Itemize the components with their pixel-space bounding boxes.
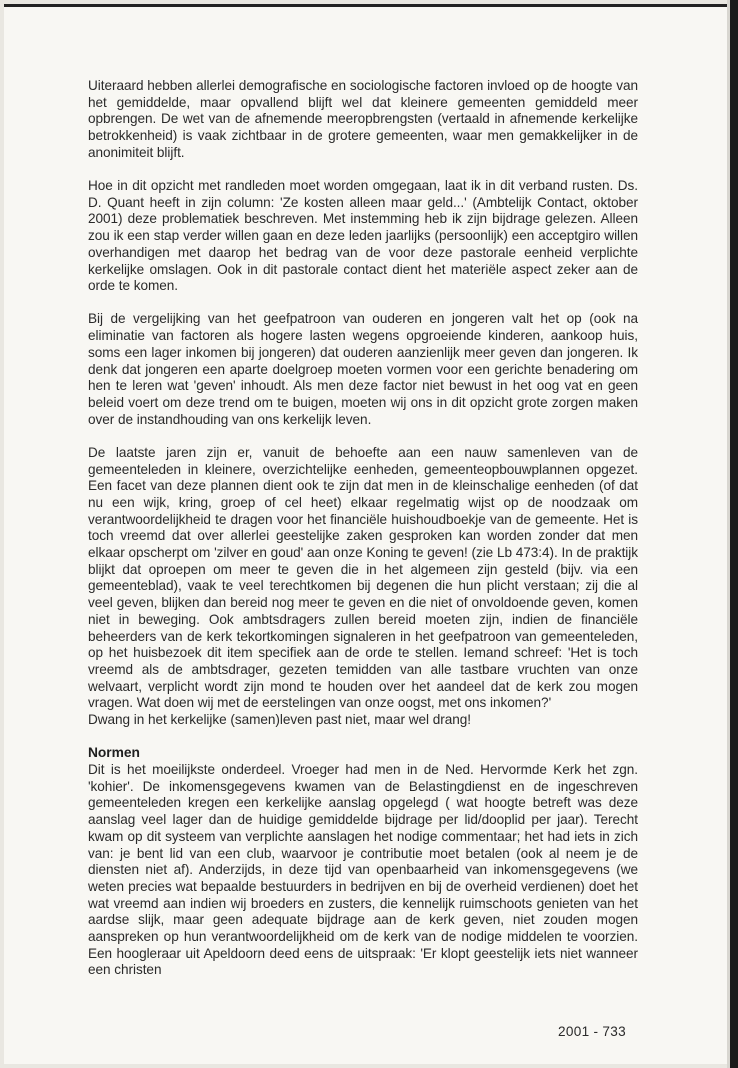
page-number: 2001 - 733 bbox=[558, 1024, 627, 1039]
article-body bbox=[88, 78, 638, 996]
section-heading-normen: Normen bbox=[88, 745, 140, 761]
scan-border bbox=[730, 0, 738, 1068]
paragraph-randleden: Hoe in dit opzicht met randleden moet worden omgegaan, laat ik in dit verband rusten. Ds. D. Quant heeft in zijn column: 'Ze kosten alleen maar geld...' (Ambtelijk Contact, oktober 2001) deze problematiek beschreven. Met instemming heb ik zijn bijdrage gelezen. Alleen zou ik een stap verder willen gaan en deze leden jaarlijks (persoonlijk) een acceptgiro willen overhandigen met daarop het bedrag van de voor deze pastorale eenheid verplichte kerkelijke omslagen. Ook in dit pastorale contact dient het materiële aspect zeker aan de orde te komen. bbox=[88, 178, 638, 294]
paragraph-gemeenteopbouw: De laatste jaren zijn er, vanuit de behoefte aan een nauw samenleven van de gemeenteleden in kleinere, overzichtelijke eenheden, gemeenteopbouwplannen opgezet. Een facet van deze plannen dient ook te zijn dat men in de kleinschalige eenheden (of dat nu een wijk, kring, groep of cel heet) elkaar regelmatig wijst op de noodzaak om verantwoordelijkheid te dragen voor het financiële huishoudboekje van de gemeente. Het is toch vreemd dat over allerlei geestelijke zaken gesproken kan worden zonder dat men elkaar opscherpt om 'zilver en goud' aan onze Koning te geven! (zie Lb 473:4). In de praktijk blijkt dat oproepen om meer te geven die in het algemeen zijn gesteld (bijv. via een gemeenteblad), vaak te veel terechtkomen bij degenen die hun plicht verstaan; zij die al veel geven, blijken dan bereid nog meer te geven en die niet of onvoldoende geven, komen niet in beweging. Ook ambtsdragers zullen bereid moeten zijn, indien de financiële beheerders van de kerk tekortkomingen signaleren in het geefpatroon van gemeenteleden, op het huisbezoek dit item specifiek aan de orde te stellen. Iemand schreef: 'Het is toch vreemd als de ambtsdrager, gezeten temidden van alle tastbare vruchten van onze welvaart, verplicht wordt zijn mond te houden over het aandeel dat de kerk zou mogen vragen. Wat doen wij met de eerstelingen van onze oogst, met ons inkomen?' Dwang in het kerkelijke (samen)leven past niet, maar wel drang! bbox=[88, 444, 638, 728]
paragraph-demographics: Uiteraard hebben allerlei demografische en sociologische factoren invloed op de hoogte van het gemiddelde, maar opvallend blijft wel dat kleinere gemeenten gemiddeld meer opbrengen. De wet van de afnemende meeropbrengsten (vertaald in afnemende kerkelijke betrokkenheid) is vaak zichtbaar in de grotere gemeenten, waar men gemakkelijker in de anonimiteit blijft. bbox=[88, 78, 638, 160]
paragraph-normen: Dit is het moeilijkste onderdeel. Vroeger had men in de Ned. Hervormde Kerk het zgn. 'kohier'. De inkomensgegevens kwamen van de Belastingdienst en de ingeschreven gemeenteleden kregen een kerkelijke aanslag opgelegd ( wat hoogte betreft was deze aanslag veel lager dan de huidige gemiddelde bijdrage per lid/dooplid per jaar). Terecht kwam op dit systeem van verplichte aanslagen het nodige commentaar; het had iets in zich van: je bent lid van een club, waarvoor je contributie moet betalen (ook al neem je de diensten niet af). Anderzijds, in deze tijd van openbaarheid van inkomensgegevens (we weten precies wat bepaalde bestuurders in bedrijven en bij de overheid verdienen) doet het wat vreemd aan indien wij broeders en zusters, die kennelijk ruimschoots genieten van het aardse slijk, maar geen adequate bijdrage aan de kerk geven, niet zouden mogen aanspreken op hun verantwoordelijkheid om de kerk van de nodige middelen te voorzien. Een hoogleraar uit Apeldoorn deed eens de uitspraak: 'Er klopt geestelijk iets niet wanneer een christen bbox=[88, 762, 638, 978]
paragraph-ouderen-jongeren: Bij de vergelijking van het geefpatroon van ouderen en jongeren valt het op (ook na eliminatie van factoren als hogere lasten wegens opgroeiende kinderen, aankoop huis, soms een lager inkomen bij jongeren) dat ouderen aanzienlijk meer geven dan jongeren. Ik denk dat jongeren een aparte doelgroep moeten vormen voor een gerichte benadering om hen te leren wat 'geven' inhoudt. Als men deze factor niet bewust in het oog vat en geen beleid voert om deze trend om te buigen, moeten wij ons in dit opzicht grote zorgen maken over de instandhouding van ons kerkelijk leven. bbox=[88, 311, 638, 427]
